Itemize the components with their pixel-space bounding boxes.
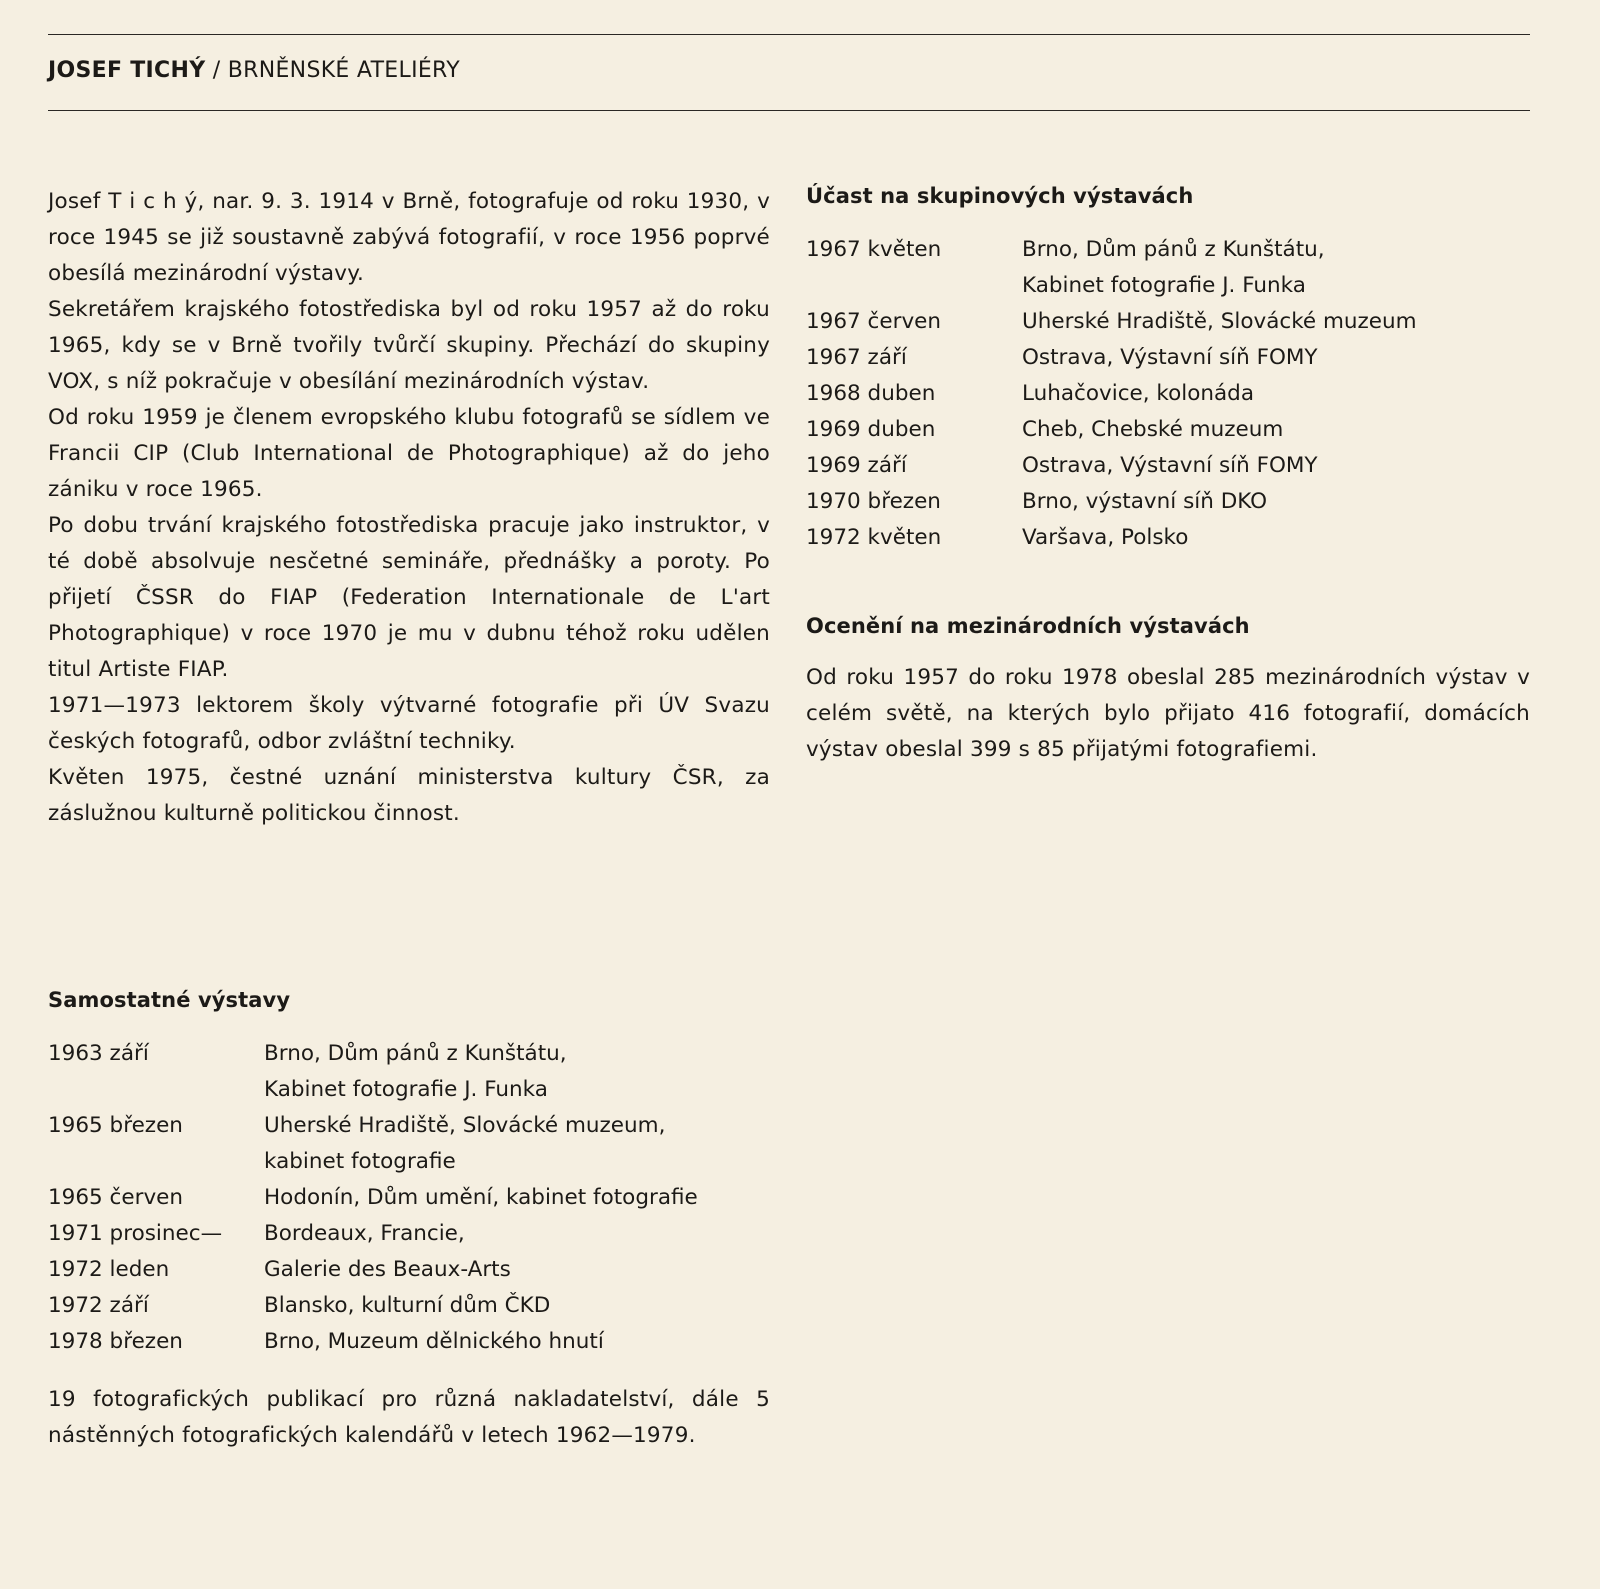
exhibition-place: Blansko, kulturní dům ČKD xyxy=(264,1293,551,1318)
exhibition-date xyxy=(48,1144,264,1180)
exhibition-date xyxy=(806,268,1022,304)
list-item xyxy=(806,448,1530,484)
exhibition-date: 1972 květen xyxy=(806,525,942,550)
exhibition-place: kabinet fotografie xyxy=(264,1149,456,1174)
exhibition-place: Hodonín, Dům umění, kabinet fotografie xyxy=(264,1185,698,1210)
exhibition-date: 1963 září xyxy=(48,1041,149,1066)
solo-exhibitions xyxy=(48,988,770,1454)
bio-paragraph: Květen 1975, čestné uznání ministerstva kultury ČSR, za záslužnou kulturně politickou činnost. xyxy=(48,765,770,826)
page-header xyxy=(48,58,460,83)
bio-paragraph: Po dobu trvání krajského fotostřediska pracuje jako instruktor, v té době absolvuje nesčetné semináře, přednášky a poroty. Po přijetí ČSSR do FIAP (Federation Internationale de L'art Photographique) v roce 1970 je mu v dubnu téhož roku udělen titul Artiste FIAP. xyxy=(48,513,770,682)
exhibition-place: Uherské Hradiště, Slovácké muzeum, xyxy=(264,1113,666,1138)
list-item xyxy=(48,1144,770,1180)
solo-exhibitions-list xyxy=(48,1036,770,1360)
group-exhibitions-list xyxy=(806,232,1530,556)
bio-paragraph: Josef T i c h ý, nar. 9. 3. 1914 v Brně, fotografuje od roku 1930, v roce 1945 se již soustavně zabývá fotografií, v roce 1956 poprvé obesílá mezinárodní výstavy. xyxy=(48,189,770,286)
bio-paragraph: Od roku 1959 je členem evropského klubu fotografů se sídlem ve Francii CIP (Club International de Photographique) až do jeho zániku v roce 1965. xyxy=(48,405,770,502)
list-item xyxy=(48,1180,770,1216)
exhibition-date: 1965 březen xyxy=(48,1113,183,1138)
exhibition-date: 1967 květen xyxy=(806,237,942,262)
group-exhibitions-heading: Účast na skupinových výstavách xyxy=(806,184,1194,208)
list-item xyxy=(806,268,1530,304)
top-rule xyxy=(48,34,1530,35)
list-item xyxy=(806,520,1530,556)
exhibition-date: 1967 červen xyxy=(806,309,942,334)
exhibition-place: Cheb, Chebské muzeum xyxy=(1022,417,1284,442)
bio-paragraph: 1971—1973 lektorem školy výtvarné fotografie při ÚV Svazu českých fotografů, odbor zvláštní techniky. xyxy=(48,693,770,754)
list-item xyxy=(48,1036,770,1072)
exhibition-place: Kabinet fotografie J. Funka xyxy=(264,1077,548,1102)
exhibition-date xyxy=(48,1072,264,1108)
list-item xyxy=(806,412,1530,448)
exhibition-place: Uherské Hradiště, Slovácké muzeum xyxy=(1022,309,1417,334)
list-item xyxy=(806,232,1530,268)
exhibition-date: 1972 září xyxy=(48,1293,149,1318)
list-item xyxy=(48,1252,770,1288)
solo-exhibitions-heading: Samostatné výstavy xyxy=(48,988,291,1012)
list-item xyxy=(806,484,1530,520)
header-bottom-rule xyxy=(48,110,1530,111)
list-item xyxy=(806,376,1530,412)
list-item xyxy=(48,1072,770,1108)
exhibition-date: 1978 březen xyxy=(48,1329,183,1354)
section-title: BRNĚNSKÉ ATELIÉRY xyxy=(227,58,460,83)
exhibition-date: 1968 duben xyxy=(806,381,936,406)
list-item xyxy=(48,1108,770,1144)
exhibition-place: Brno, výstavní síň DKO xyxy=(1022,489,1268,514)
list-item xyxy=(48,1324,770,1360)
awards-heading: Ocenění na mezinárodních výstavách xyxy=(806,614,1250,638)
exhibition-date: 1971 prosinec— xyxy=(48,1221,223,1246)
list-item xyxy=(48,1288,770,1324)
exhibition-place: Ostrava, Výstavní síň FOMY xyxy=(1022,345,1318,370)
awards-text: Od roku 1957 do roku 1978 obeslal 285 mezinárodních výstav v celém světě, na kterých bylo přijato 416 fotografií, domácích výstav obeslal 399 s 85 přijatými fotografiemi. xyxy=(806,665,1530,762)
exhibition-date: 1972 leden xyxy=(48,1257,170,1282)
biography xyxy=(48,184,770,832)
exhibition-place: Luhačovice, kolonáda xyxy=(1022,381,1255,406)
list-item xyxy=(48,1216,770,1252)
exhibition-date: 1969 duben xyxy=(806,417,936,442)
exhibition-place: Bordeaux, Francie, xyxy=(264,1221,465,1246)
bio-paragraph: Sekretářem krajského fotostřediska byl od roku 1957 až do roku 1965, kdy se v Brně tvořily tvůrčí skupiny. Přechází do skupiny VOX, s níž pokračuje v obesílání mezinárodních výstav. xyxy=(48,297,770,394)
exhibition-place: Brno, Dům pánů z Kunštátu, xyxy=(264,1041,567,1066)
publications-text: 19 fotografických publikací pro různá nakladatelství, dále 5 nástěnných fotografických kalendářů v letech 1962—1979. xyxy=(48,1387,770,1448)
list-item xyxy=(806,340,1530,376)
author-name: JOSEF TICHÝ xyxy=(48,58,206,83)
exhibition-place: Brno, Muzeum dělnického hnutí xyxy=(264,1329,604,1354)
exhibition-date: 1967 září xyxy=(806,345,907,370)
exhibition-place: Galerie des Beaux-Arts xyxy=(264,1257,511,1282)
list-item xyxy=(806,304,1530,340)
exhibition-date: 1965 červen xyxy=(48,1185,184,1210)
exhibition-date: 1970 březen xyxy=(806,489,941,514)
exhibition-date: 1969 září xyxy=(806,453,907,478)
exhibition-place: Varšava, Polsko xyxy=(1022,525,1189,550)
right-column xyxy=(806,184,1530,768)
exhibition-place: Kabinet fotografie J. Funka xyxy=(1022,273,1306,298)
header-separator: / xyxy=(205,58,228,83)
exhibition-place: Brno, Dům pánů z Kunštátu, xyxy=(1022,237,1325,262)
exhibition-place: Ostrava, Výstavní síň FOMY xyxy=(1022,453,1318,478)
